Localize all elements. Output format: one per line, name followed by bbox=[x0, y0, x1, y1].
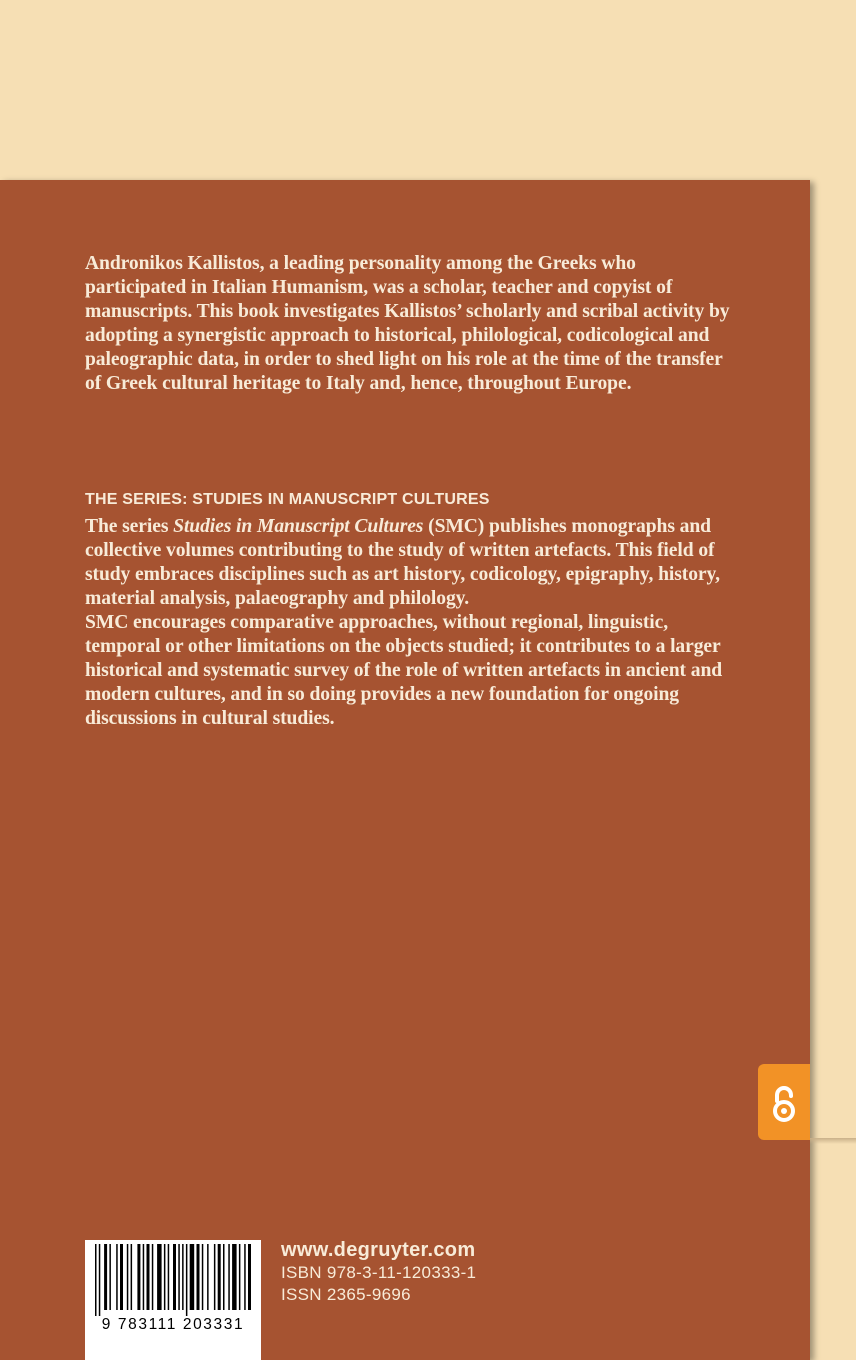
barcode-bar bbox=[232, 1244, 237, 1310]
barcode-bar bbox=[120, 1244, 123, 1310]
barcode-bar bbox=[178, 1244, 180, 1310]
barcode-bar bbox=[207, 1244, 209, 1310]
barcode-bar bbox=[186, 1244, 188, 1316]
barcode-bar bbox=[190, 1244, 195, 1310]
barcode-bar bbox=[228, 1244, 230, 1310]
barcode-bar bbox=[202, 1244, 204, 1310]
series-para1-rest: (SMC) publishes monographs and collective volumes contributing to the study of written artefacts. This field of study embraces disciplines such as art history, codicology, epigraphy, history, material analysis, palaeography and philology. bbox=[85, 516, 720, 609]
barcode-bar bbox=[147, 1244, 150, 1310]
series-description bbox=[85, 515, 745, 731]
barcode-bar bbox=[95, 1244, 97, 1316]
publisher-info bbox=[281, 1238, 476, 1306]
book-blurb: Andronikos Kallistos, a leading personality among the Greeks who participated in Italian Humanism, was a scholar, teacher and copyist of manuscripts. This book investigates Kallistos’ scholarly and scribal activity by adopting a synergistic approach to historical, philological, codicological and paleographic data, in order to shed light on his role at the time of the transfer of Greek cultural heritage to Italy and, hence, throughout Europe. bbox=[85, 253, 730, 394]
barcode-bar bbox=[248, 1244, 251, 1310]
barcode-bar bbox=[137, 1244, 140, 1310]
series-paragraph-2: SMC encourages comparative approaches, without regional, linguistic, temporal or other limitations on the objects studied; it contributes to a larger historical and systematic survey of the role of written artefacts in ancient and modern cultures, and in so doing provides a new foundation for ongoing discussions in cultural studies. bbox=[85, 612, 723, 729]
barcode-bar bbox=[157, 1244, 162, 1310]
issn: ISSN 2365-9696 bbox=[281, 1285, 411, 1304]
barcode-bar bbox=[143, 1244, 145, 1310]
barcode-bar bbox=[244, 1244, 246, 1310]
barcode-digits: 9 783111 203331 bbox=[101, 1316, 245, 1333]
barcode-bar bbox=[164, 1244, 166, 1310]
barcode-bar bbox=[152, 1244, 154, 1310]
series-title: Studies in Manuscript Cultures bbox=[173, 516, 424, 537]
publisher-url[interactable]: www.degruyter.com bbox=[281, 1239, 476, 1261]
barcode bbox=[85, 1240, 261, 1360]
barcode-bar bbox=[104, 1244, 107, 1310]
barcode-bar bbox=[127, 1244, 129, 1310]
barcode-bar bbox=[239, 1244, 241, 1310]
open-access-badge bbox=[758, 1064, 810, 1140]
barcode-bar bbox=[218, 1244, 221, 1310]
barcode-bar bbox=[182, 1244, 184, 1310]
barcode-bar bbox=[197, 1244, 200, 1310]
barcode-bar bbox=[109, 1244, 111, 1310]
barcode-bar bbox=[214, 1244, 216, 1310]
barcode-bar bbox=[131, 1244, 133, 1310]
barcode-bar bbox=[173, 1244, 176, 1310]
isbn: ISBN 978-3-11-120333-1 bbox=[281, 1263, 477, 1282]
barcode-bar bbox=[99, 1244, 101, 1316]
series-para1-prefix: The series bbox=[85, 516, 174, 537]
series-paragraph-1 bbox=[85, 515, 745, 611]
barcode-bar bbox=[168, 1244, 170, 1310]
page-edge-shadow bbox=[810, 1138, 856, 1144]
series-heading: THE SERIES: STUDIES IN MANUSCRIPT CULTURES bbox=[85, 491, 490, 508]
barcode-bars bbox=[91, 1244, 255, 1316]
barcode-bar bbox=[223, 1244, 225, 1310]
barcode-bar bbox=[116, 1244, 118, 1310]
open-access-icon bbox=[768, 1084, 800, 1124]
